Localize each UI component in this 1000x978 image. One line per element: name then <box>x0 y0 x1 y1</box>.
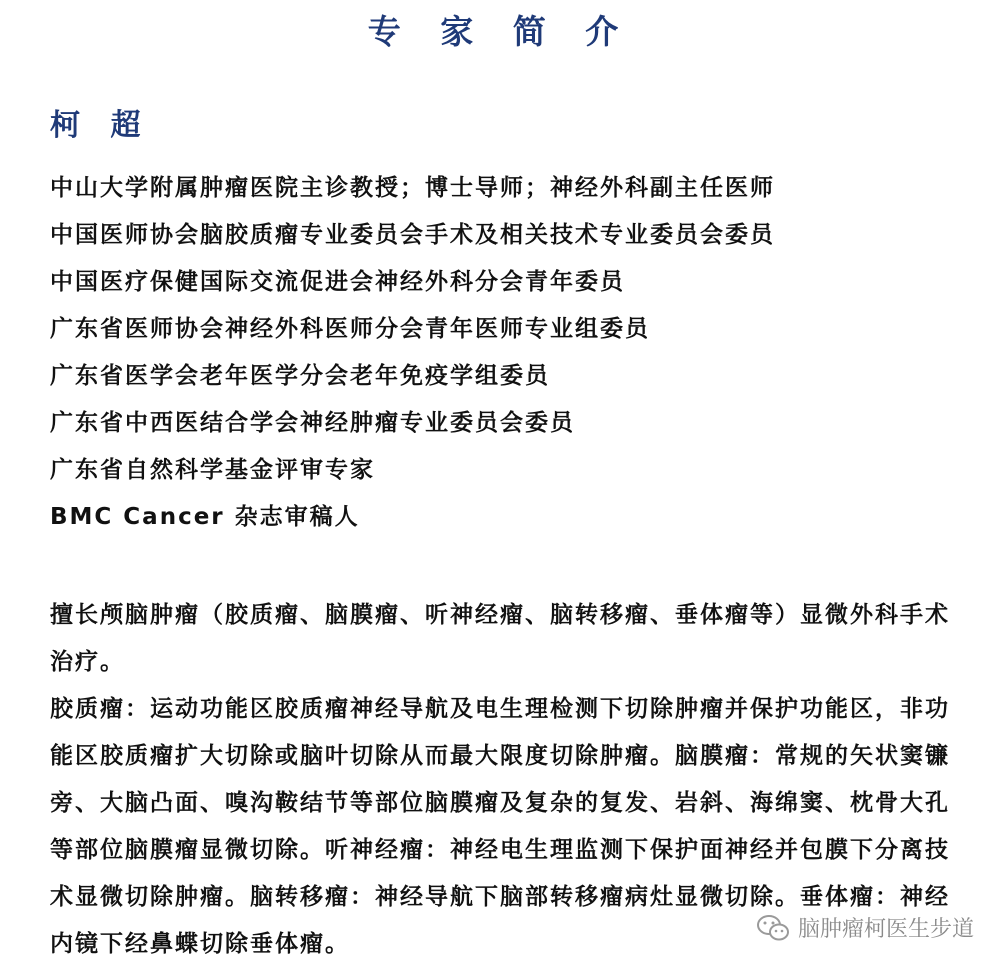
title-line: 广东省中西医结合学会神经肿瘤专业委员会委员 <box>50 410 575 436</box>
specialty-summary: 擅长颅脑肿瘤（胶质瘤、脑膜瘤、听神经瘤、脑转移瘤、垂体瘤等）显微外科手术治疗。 <box>50 602 950 675</box>
title-line: 广东省医学会老年医学分会老年免疫学组委员 <box>50 363 550 389</box>
title-line: 中山大学附属肿瘤医院主诊教授；博士导师；神经外科副主任医师 <box>50 175 775 201</box>
title-line: 中国医疗保健国际交流促进会神经外科分会青年委员 <box>50 269 625 295</box>
title-line: 广东省自然科学基金评审专家 <box>50 457 375 483</box>
specialty-detail: 胶质瘤：运动功能区胶质瘤神经导航及电生理检测下切除肿瘤并保护功能区，非功能区胶质瘤扩大切除或脑叶切除从而最大限度切除肿瘤。脑膜瘤：常规的矢状窦镰旁、大脑凸面、嗅沟鞍结节等部位脑膜瘤及复杂的复发、岩斜、海绵窦、枕骨大孔等部位脑膜瘤显微切除。听神经瘤：神经电生理监测下保护面神经并包膜下分离技术显微切除肿瘤。脑转移瘤：神经导航下脑部转移瘤病灶显微切除。垂体瘤：神经内镜下经鼻蝶切除垂体瘤。 <box>50 696 950 957</box>
title-line: BMC Cancer 杂志审稿人 <box>50 504 360 530</box>
account-watermark <box>756 912 974 943</box>
watermark-text: 脑肿瘤柯医生步道 <box>797 917 974 942</box>
expert-name: 柯 超 <box>50 108 151 143</box>
wechat-icon <box>756 914 790 942</box>
title-line: 中国医师协会脑胶质瘤专业委员会手术及相关技术专业委员会委员 <box>50 222 775 248</box>
title-line: 广东省医师协会神经外科医师分会青年医师专业组委员 <box>50 316 650 342</box>
expert-titles-list <box>50 174 950 550</box>
page-title: 专 家 简 介 <box>367 12 633 51</box>
